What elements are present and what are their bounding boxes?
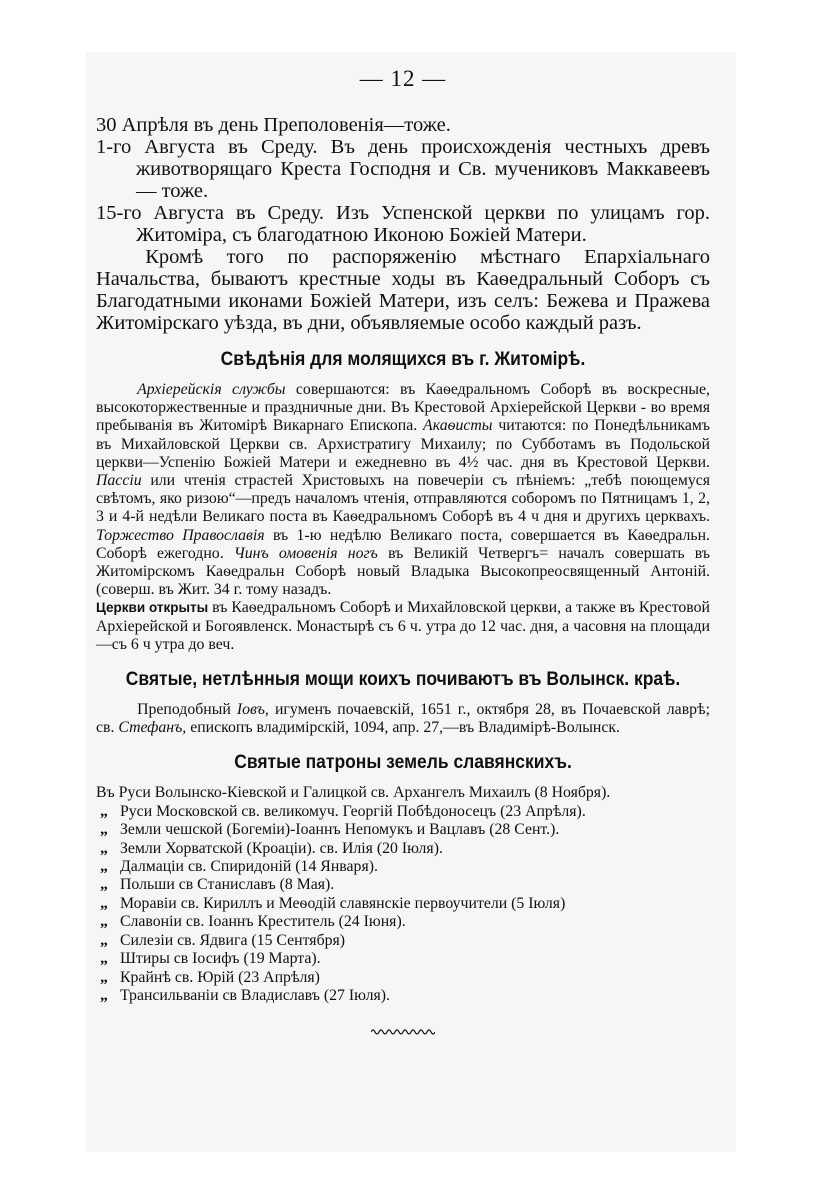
- info-text: совершаются: въ Каѳедральномъ Соборѣ въ воскресные, высокоторжественные и праздничные дни. Въ Крестовой Архіерейской Церкви - во время пребыванія въ Житомірѣ Викарнаго Епископа.: [96, 381, 710, 435]
- ditto-mark: „: [100, 913, 108, 931]
- patron-text: Земли чешской (Богеміи)-Іоаннъ Непомукъ и Вацлавъ (28 Сент.).: [120, 821, 560, 839]
- ditto-mark: „: [100, 894, 108, 912]
- patron-item: [96, 821, 710, 839]
- lead-term: Церкви открыты: [96, 600, 209, 616]
- wavy-divider: [96, 1023, 710, 1041]
- info-text: въ Каѳедральномъ Соборѣ и Михайловской церкви, а также въ Крестовой Архіерейской и Богоявленск. Монастырѣ съ 6 ч. утра до 12 час. дня, а часовня на площади—съ 6 ч утра до веч.: [96, 599, 710, 653]
- ditto-mark: „: [100, 821, 108, 839]
- relics-text: игуменъ почаевскій, 1651 г., октября 28, въ Почаевской лаврѣ; св.: [96, 701, 711, 737]
- info-text: или чтенія страстей Христовыхъ на повечеріи съ пѣніемъ: „тебѣ поющемуся свѣтомъ, яко ризою“—предъ началомъ чтенія, отправляются соборомъ по Пятницамъ 1, 2, 3 и 4-й недѣли Великаго поста въ Каѳедральномъ Соборѣ въ 4 ч дня и другихъ церквахъ.: [96, 472, 710, 526]
- patron-item: [96, 987, 710, 1005]
- procession-item: 15-го Августа въ Среду. Изъ Успенской церкви по улицамъ гор. Житоміра, съ благодатною Иконою Божіей Матери.: [96, 202, 710, 246]
- patron-text: Моравіи св. Кириллъ и Меѳодій славянскіе первоучители (5 Іюля): [120, 894, 566, 912]
- info-paragraph: [96, 381, 710, 599]
- lead-term: Архіерейскія службы: [137, 381, 286, 398]
- section-heading-info: Свѣдѣнія для молящихся въ г. Житомірѣ.: [220, 349, 586, 370]
- patron-first-line: Въ Руси Волынско-Кіевской и Галицкой св. Архангелъ Михаилъ (8 Ноября).: [96, 784, 611, 802]
- ditto-mark: „: [100, 968, 108, 986]
- patron-text: Земли Хорватской (Кроаціи). св. Илія (20 Іюля).: [120, 839, 443, 857]
- relics-text: епископъ владимірскій, 1094, апр. 27,—въ Владимірѣ-Волынск.: [190, 719, 620, 737]
- patron-text: Польши св Станиславъ (8 Мая).: [120, 876, 335, 894]
- patron-text: Штиры св Іосифъ (19 Марта).: [120, 950, 321, 968]
- relics-text: Преподобный: [137, 701, 231, 719]
- lead-term: Акаѳисты: [423, 417, 493, 435]
- ditto-mark: „: [100, 986, 108, 1004]
- lead-term: Пассіи: [96, 472, 142, 490]
- lead-term: Чинъ омовенія ногъ: [233, 544, 378, 562]
- patron-item: [96, 932, 710, 950]
- patron-text: Славоніи св. Іоаннъ Креститель (24 Іюня).: [120, 913, 406, 931]
- relics-paragraph: [96, 701, 710, 737]
- patron-item: [96, 969, 710, 987]
- document-page: [96, 66, 710, 1041]
- procession-item: 1-го Августа въ Среду. Въ день происхожденія честныхъ древъ животворящаго Креста Господня и Св. мучениковъ Маккавеевъ— тоже.: [96, 136, 710, 202]
- info-text: въ Великій Четвергъ= началъ совершать въ Житомірскомъ Каѳедральн Соборѣ новый Владыка Высокопреосвященный Антоній. (соверш. въ Жит. 34 г. тому назадъ.: [96, 544, 710, 599]
- patron-item: [96, 840, 710, 858]
- section-heading-relics: Святые, нетлѣнныя мощи коихъ почиваютъ въ Волынск. краѣ.: [125, 669, 681, 691]
- ditto-mark: „: [100, 802, 108, 820]
- page-number: — 12 —: [359, 66, 447, 91]
- ditto-mark: „: [100, 839, 108, 857]
- patron-item: [96, 913, 710, 931]
- patron-item: [96, 858, 710, 876]
- patron-item: [96, 876, 710, 894]
- patron-text: Силезіи св. Ядвига (15 Сентября): [120, 931, 346, 949]
- ditto-mark: „: [100, 858, 108, 876]
- procession-item: 30 Апрѣля въ день Преполовенія—тоже.: [96, 114, 451, 136]
- processions-extra: Кромѣ того по распоряженію мѣстнаго Епархіальнаго Начальства, бываютъ крестные ходы въ Каѳедральный Соборъ съ Благодатными иконами Божіей Матери, изъ селъ: Бежева и Пражева Житомірскаго уѣзда, въ дни, объявляемые особо каждый разъ.: [96, 246, 710, 334]
- patron-item: [96, 803, 710, 821]
- patron-item: [96, 895, 710, 913]
- ditto-mark: „: [100, 876, 108, 894]
- wavy-line-icon: [371, 1028, 435, 1036]
- patron-text: Крайнѣ св. Юрій (23 Апрѣля): [120, 968, 320, 986]
- relics-section: [96, 701, 710, 737]
- info-text: въ 1-ю недѣлю Великаго поста, совершается въ Каѳедральн. Соборѣ ежегодно.: [96, 526, 711, 562]
- section-heading-patrons: Святые патроны земель славянскихъ.: [234, 752, 572, 774]
- ditto-mark: „: [100, 950, 108, 968]
- churches-open-paragraph: [96, 599, 710, 654]
- patrons-list: [96, 803, 710, 1005]
- info-section: [96, 381, 710, 654]
- saint-name: Іовъ,: [236, 701, 269, 719]
- patron-item: [96, 950, 710, 968]
- info-text: читаются: по Понедѣльникамъ въ Михайловской Церкви св. Архистратигу Михаилу; по Субботамъ въ Подольской церкви—Успенію Божіей Матери и ежедневно въ 4½ час. дня въ Крестовой Церкви.: [96, 417, 710, 471]
- patron-text: Далмаціи св. Спиридоній (14 Января).: [120, 858, 378, 876]
- patron-text: Руси Московской св. великомуч. Георгій Побѣдоносецъ (23 Апрѣля).: [120, 802, 586, 820]
- processions-list: [96, 114, 710, 246]
- saint-name: Стефанъ,: [118, 719, 187, 737]
- ditto-mark: „: [100, 931, 108, 949]
- patron-text: Трансильваніи св Владиславъ (27 Іюля).: [120, 986, 390, 1004]
- lead-term: Торжество Православія: [96, 526, 265, 544]
